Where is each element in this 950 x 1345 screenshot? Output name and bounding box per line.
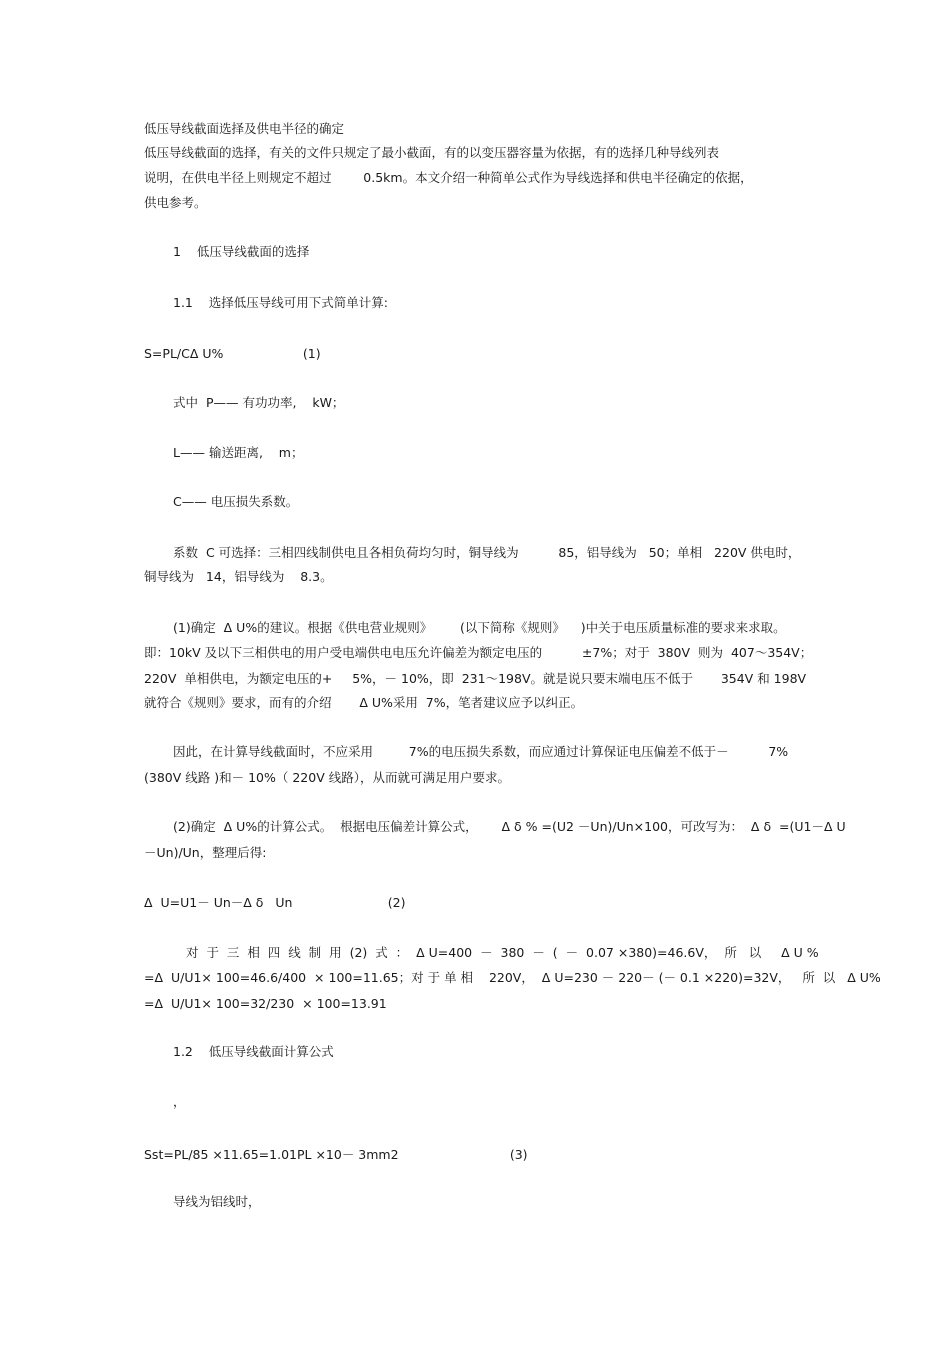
paragraph-1-line-4: 就符合《规则》要求，而有的介绍 Δ U%采用 7%，笔者建议应予以纠正。 bbox=[144, 695, 584, 710]
coefficient-line-2: 铜导线为 14，铝导线为 8.3。 bbox=[144, 569, 333, 584]
intro-line-1: 低压导线截面的选择，有关的文件只规定了最小截面，有的以变压器容量为依据，有的选择几种导线列表 bbox=[144, 145, 720, 160]
paragraph-1-line-3: 220V 单相供电，为额定电压的+ 5%，－ 10%，即 231～198V。就是说只要末端电压不低于 354V 和 198V bbox=[144, 671, 807, 686]
paragraph-3-line-2: －Un)/Un，整理后得: bbox=[144, 845, 267, 860]
paragraph-4-line-3: =Δ U/U1× 100=32/230 × 100=13.91 bbox=[144, 996, 387, 1011]
aluminum-wire-line: 导线为铝线时， bbox=[173, 1194, 261, 1209]
definition-p: 式中 P—— 有功功率, kW； bbox=[173, 395, 345, 410]
paragraph-4-line-1: 对 于 三 相 四 线 制 用 (2) 式 ： Δ U=400 － 380 － ( － 0.07 ×380)=46.6V， 所 以 Δ U % bbox=[186, 945, 819, 960]
document-title: 低压导线截面选择及供电半径的确定 bbox=[144, 121, 345, 136]
intro-line-2: 说明，在供电半径上则规定不超过 0.5km。本文介绍一种简单公式作为导线选择和供电半径确定的依据， bbox=[144, 170, 753, 185]
definition-c: C—— 电压损失系数。 bbox=[173, 494, 299, 509]
paragraph-1-line-1: (1)确定 Δ U%的建议。根据《供电营业规则》 (以下简称《规则》 )中关于电压质量标准的要求来求取。 bbox=[173, 620, 786, 635]
formula-1: S=PL/CΔ U% (1) bbox=[144, 346, 321, 361]
paragraph-2-line-1: 因此，在计算导线截面时，不应采用 7%的电压损失系数，而应通过计算保证电压偏差不低于－ 7% bbox=[173, 744, 789, 759]
paragraph-3-line-1: (2)确定 Δ U%的计算公式。 根据电压偏差计算公式， Δ δ % =(U2 －Un)/Un×100，可改写为： Δ δ =(U1－Δ U bbox=[173, 819, 846, 834]
formula-2: Δ U=U1－ Un－Δ δ Un (2) bbox=[144, 895, 406, 910]
paragraph-2-line-2: (380V 线路 )和－ 10%（ 220V 线路），从而就可满足用户要求。 bbox=[144, 770, 510, 785]
section-1-1-heading: 1.1 选择低压导线可用下式简单计算: bbox=[173, 295, 388, 310]
coefficient-line-1: 系数 C 可选择：三相四线制供电且各相负荷均匀时，铜导线为 85，铝导线为 50；单相 220V 供电时， bbox=[173, 545, 801, 560]
formula-3: Sst=PL/85 ×11.65=1.01PL ×10－ 3mm2 (3) bbox=[144, 1147, 528, 1162]
intro-line-3: 供电参考。 bbox=[144, 195, 207, 210]
comma-line: ， bbox=[173, 1094, 186, 1109]
paragraph-4-line-2: =Δ U/U1× 100=46.6/400 × 100=11.65；对 于 单 相 220V， Δ U=230 － 220－ (－ 0.1 ×220)=32V， 所 以 Δ U% bbox=[144, 970, 881, 985]
paragraph-1-line-2: 即：10kV 及以下三相供电的用户受电端供电电压允许偏差为额定电压的 ±7%；对于 380V 则为 407～354V； bbox=[144, 645, 813, 660]
definition-l: L—— 输送距离, m； bbox=[173, 445, 304, 460]
section-1-heading: 1 低压导线截面的选择 bbox=[173, 244, 310, 259]
section-1-2-heading: 1.2 低压导线截面计算公式 bbox=[173, 1044, 334, 1059]
